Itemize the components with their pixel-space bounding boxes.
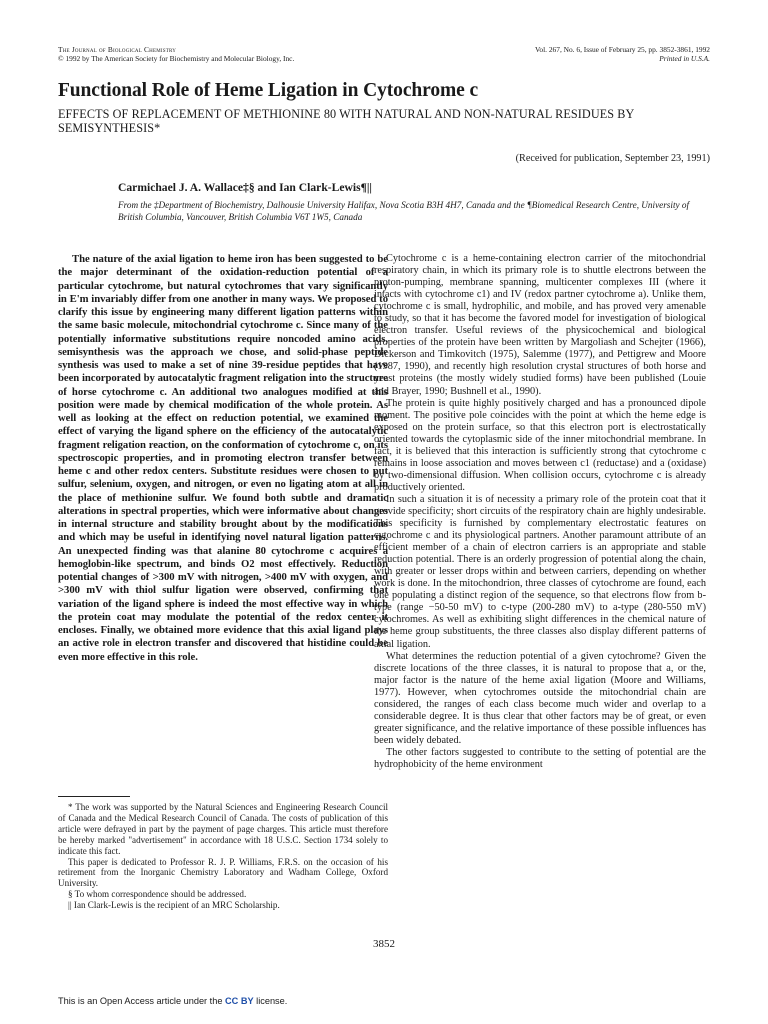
article-title: Functional Role of Heme Ligation in Cytochrome c <box>58 80 479 101</box>
body-text <box>374 253 706 771</box>
issue-info <box>535 45 710 63</box>
footnote-divider <box>58 796 130 797</box>
printed-line: Printed in U.S.A. <box>659 54 710 63</box>
affiliation: From the ‡Department of Biochemistry, Dalhousie University Halifax, Nova Scotia B3H 4H7, Canada and the ¶Biomedical Research Centre, University of British Columbia, Vancouver, British Columbia V6T 1W5, Canada <box>118 200 690 222</box>
body-paragraph: What determines the reduction potential of a given cytochrome? Given the discrete locations of the three classes, it is natural to propose that a, or the, major factor is the nature of the heme axial ligation (Moore and Williams, 1977). However, when cytochromes outside the mitochondrial chain are considered, the ranges of each class become much wider and overlap to a considerable degree. It is thus clear that other factors may be of great, or even greater significance, and the relative importance of these possible influences has been widely debated. <box>374 650 706 746</box>
body-paragraph: Cytochrome c is a heme-containing electron carrier of the mitochondrial respiratory chain, in which its primary role is to shuttle electrons between the proton-pumping, membrane spanning, multicenter complexes III (where it intacts with cytochrome c1) and IV (redox partner cytochrome a). Unlike them, cytochrome c is small, hydrophilic, and mobile, and has proved very amenable to study, so that it has become the favored model for investigation of biological electron transfer. Useful reviews of the physicochemical and biological properties of the protein have been written by Margoliash and Schejter (1966), Dickerson and Timkovitch (1975), Salemme (1977), and Pettigrew and Moore (1987, 1990), and recently high resolution crystal structures of both horse and yeast proteins (the mostly widely studied forms) have been published (Louie and Brayer, 1990; Bushnell et al., 1990). <box>374 253 706 397</box>
copyright-line: © 1992 by The American Society for Biochemistry and Molecular Biology, Inc. <box>58 54 295 63</box>
body-paragraph: The other factors suggested to contribute to the setting of potential are the hydrophobicity of the heme environment <box>374 746 706 770</box>
open-access-suffix: license. <box>256 996 288 1006</box>
body-paragraph: In such a situation it is of necessity a primary role of the protein coat that it provide specificity; short circuits of the respiratory chain are highly undesirable. This specificity is furnished by complementary electrostatic features on cytochrome c and its physiological partners. Another paramount attribute of an efficient member of a chain of electron carriers is an appropriate and stable reduction potential. There is an orderly progression of potential along the chain, with greater or lesser drops within and between carriers, depending on whether work is done. In the mitochondrion, three classes of cytochrome are found, each one populating a distinct region of the sequence, so that electrons flow from b-type (range −50-50 mV) to c-type (200-280 mV) to a-type (280-550 mV) cytochromes. As well as exhibiting slight differences in the chemical nature of the heme group substituents, the three classes also display different patterns of axial ligation. <box>374 493 706 650</box>
footnote-dedication: This paper is dedicated to Professor R. J. P. Williams, F.R.S. on the occasion of his retirement from the Inorganic Chemistry Laboratory and Wadham College, Oxford University. <box>58 856 388 889</box>
open-access-notice <box>58 996 287 1006</box>
footnote-funding: * The work was supported by the Natural Sciences and Engineering Research Council of Canada and the Medical Research Council of Canada. The costs of publication of this article were defrayed in part by the payment of page charges. This article must therefore be hereby marked "advertisement" in accordance with 18 U.S.C. Section 1734 solely to indicate this fact. <box>58 802 388 856</box>
article-subtitle: EFFECTS OF REPLACEMENT OF METHIONINE 80 WITH NATURAL AND NON-NATURAL RESIDUES BY SEMISYNTHESIS* <box>58 107 634 135</box>
page-number: 3852 <box>373 938 395 950</box>
journal-header <box>58 45 294 63</box>
open-access-prefix: This is an Open Access article under the <box>58 996 223 1006</box>
body-paragraph: The protein is quite highly positively charged and has a pronounced dipole moment. The positive pole coincides with the point at which the heme edge is exposed on the protein surface, so that this electron port is electrostatically oriented towards the cytoplasmic side of the inner mitochondrial membrane. In fact, it is believed that this interaction is sufficiently strong that cytochrome c remains in loose association and moves between c1 (reductase) and a (oxidase) by two-dimensional diffusion. When collision occurs, cytochrome c is already productively oriented. <box>374 397 706 493</box>
footnote-correspondence: § To whom correspondence should be addressed. <box>68 889 247 900</box>
cc-by-link[interactable]: CC BY <box>225 996 254 1006</box>
footnotes <box>58 802 388 911</box>
volume-line: Vol. 267, No. 6, Issue of February 25, pp. 3852-3861, 1992 <box>535 45 710 54</box>
received-date: (Received for publication, September 23, 1991) <box>515 153 710 164</box>
author-list: Carmichael J. A. Wallace‡§ and Ian Clark-Lewis¶|| <box>118 181 372 194</box>
footnote-scholarship: || Ian Clark-Lewis is the recipient of an MRC Scholarship. <box>68 900 280 911</box>
journal-name: The Journal of Biological Chemistry <box>58 45 177 54</box>
abstract: The nature of the axial ligation to heme iron has been suggested to be the major determinant of the oxidation-reduction potential of a particular cytochrome, but natural cytochromes that vary significantly in E'm invariably differ from one another in many ways. We proposed to clarify this issue by engineering many different ligation patterns within the same basic molecule, mitochondrial cytochrome c. Since many of the potentially informative substitutions require noncoded amino acids, semisynthesis was the approach we chose, and solid-phase peptide synthesis was used to make a set of nine 39-residue peptides that have been incorporated by autocatalytic fragment religation into the structure of horse cytochrome c. An additional two analogues modified at this position were made by chemical modification of the whole protein. As well as looking at the effect on reduction potential, we examined the effect of varying the ligand sphere on the efficiency of the autocatalytic fragment religation reaction, on the conformation of cytochrome c, on its spectroscopic properties, and in promoting electron transfer between heme c and other redox centers. Substitute residues were chosen to put sulfur, selenium, oxygen, and nitrogen, or even no ligating atom at all in the place of methionine sulfur. We found both subtle and dramatic alterations in spectral properties, which were informative about changes in internal structure and stability brought about by the modifications and which may be useful in identifying novel natural ligation patterns. An unexpected finding was that alanine 80 cytochrome c acquires a hemoglobin-like spectrum, and binds O2 most effectively. Reduction potential changes of >300 mV with nitrogen, >400 mV with oxygen, and >300 mV with thiol sulfur ligation were observed, confirming that variation of the ligand sphere is indeed the most effective way in which the protein coat may modulate the potential of the redox center it encloses. Finally, we obtained more evidence that this axial ligand plays an active role in electron transfer and discovered that histidine could be even more effective in this role. <box>58 253 388 663</box>
